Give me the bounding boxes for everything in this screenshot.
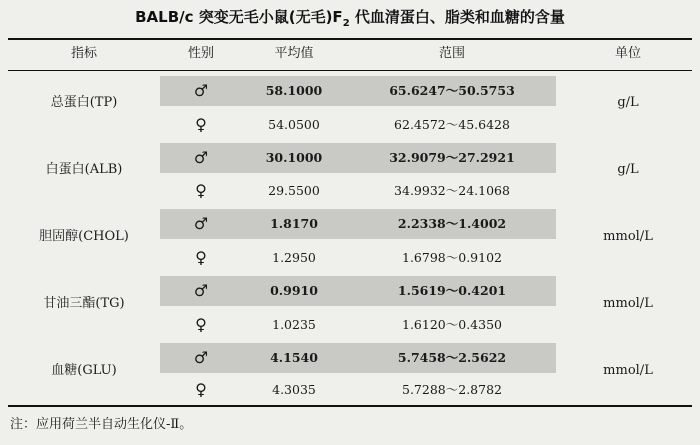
- bottom-rule: [8, 405, 692, 407]
- indicator-name: 血糖(GLU): [51, 363, 117, 378]
- header-rule: [8, 70, 692, 71]
- unit: mmol/L: [603, 363, 653, 378]
- male-sex-symbol: ♂: [193, 348, 209, 367]
- male-range: 1.5619～0.4201: [397, 283, 507, 298]
- female-sex-symbol: ♀: [195, 380, 207, 399]
- unit: g/L: [617, 95, 639, 110]
- female-sex-symbol: ♀: [195, 315, 207, 334]
- male-mean: 0.9910: [270, 283, 318, 298]
- female-range: 1.6120～0.4350: [402, 317, 502, 332]
- male-mean: 1.8170: [270, 216, 318, 231]
- unit: mmol/L: [603, 296, 653, 311]
- header-sex: 性别: [187, 46, 214, 61]
- female-sex-symbol: ♀: [195, 115, 207, 134]
- male-mean: 4.1540: [270, 350, 318, 365]
- female-range: 34.9932～24.1068: [394, 183, 510, 198]
- female-mean: 29.5500: [268, 183, 320, 198]
- female-range: 1.6798～0.9102: [402, 250, 502, 265]
- female-sex-symbol: ♀: [195, 181, 207, 200]
- female-sex-symbol: ♀: [195, 248, 207, 267]
- female-range: 5.7288～2.8782: [402, 382, 502, 397]
- female-range: 62.4572～45.6428: [394, 117, 510, 132]
- male-range: 5.7458～2.5622: [397, 350, 507, 365]
- female-mean: 1.2950: [272, 250, 316, 265]
- indicator-name: 总蛋白(TP): [50, 95, 118, 110]
- female-mean: 1.0235: [272, 317, 316, 332]
- male-sex-symbol: ♂: [193, 81, 209, 100]
- unit: mmol/L: [603, 229, 653, 244]
- male-mean: 58.1000: [265, 83, 323, 98]
- header-unit: 单位: [614, 46, 641, 61]
- male-sex-symbol: ♂: [193, 148, 209, 167]
- table-footnote: 注：应用荷兰半自动生化仪-Ⅱ。: [10, 417, 193, 432]
- unit: g/L: [617, 162, 639, 177]
- indicator-name: 白蛋白(ALB): [45, 162, 123, 177]
- female-mean: 54.0500: [268, 117, 320, 132]
- table-title: BALB/c 突变无毛小鼠(无毛)$F_2$ 代血清蛋白、脂类和血糖的含量: [135, 8, 565, 29]
- header-range: 范围: [438, 46, 465, 61]
- male-range: 65.6247～50.5753: [389, 83, 515, 98]
- female-mean: 4.3035: [272, 382, 316, 397]
- male-range: 2.2338～1.4002: [397, 216, 507, 231]
- male-sex-symbol: ♂: [193, 281, 209, 300]
- indicator-name: 胆固醇(CHOL): [39, 229, 129, 244]
- indicator-name: 甘油三酯(TG): [43, 296, 125, 311]
- header-indicator: 指标: [70, 46, 97, 61]
- male-sex-symbol: ♂: [193, 214, 209, 233]
- male-mean: 30.1000: [265, 150, 323, 165]
- header-mean: 平均值: [274, 46, 314, 61]
- male-range: 32.9079～27.2921: [389, 150, 515, 165]
